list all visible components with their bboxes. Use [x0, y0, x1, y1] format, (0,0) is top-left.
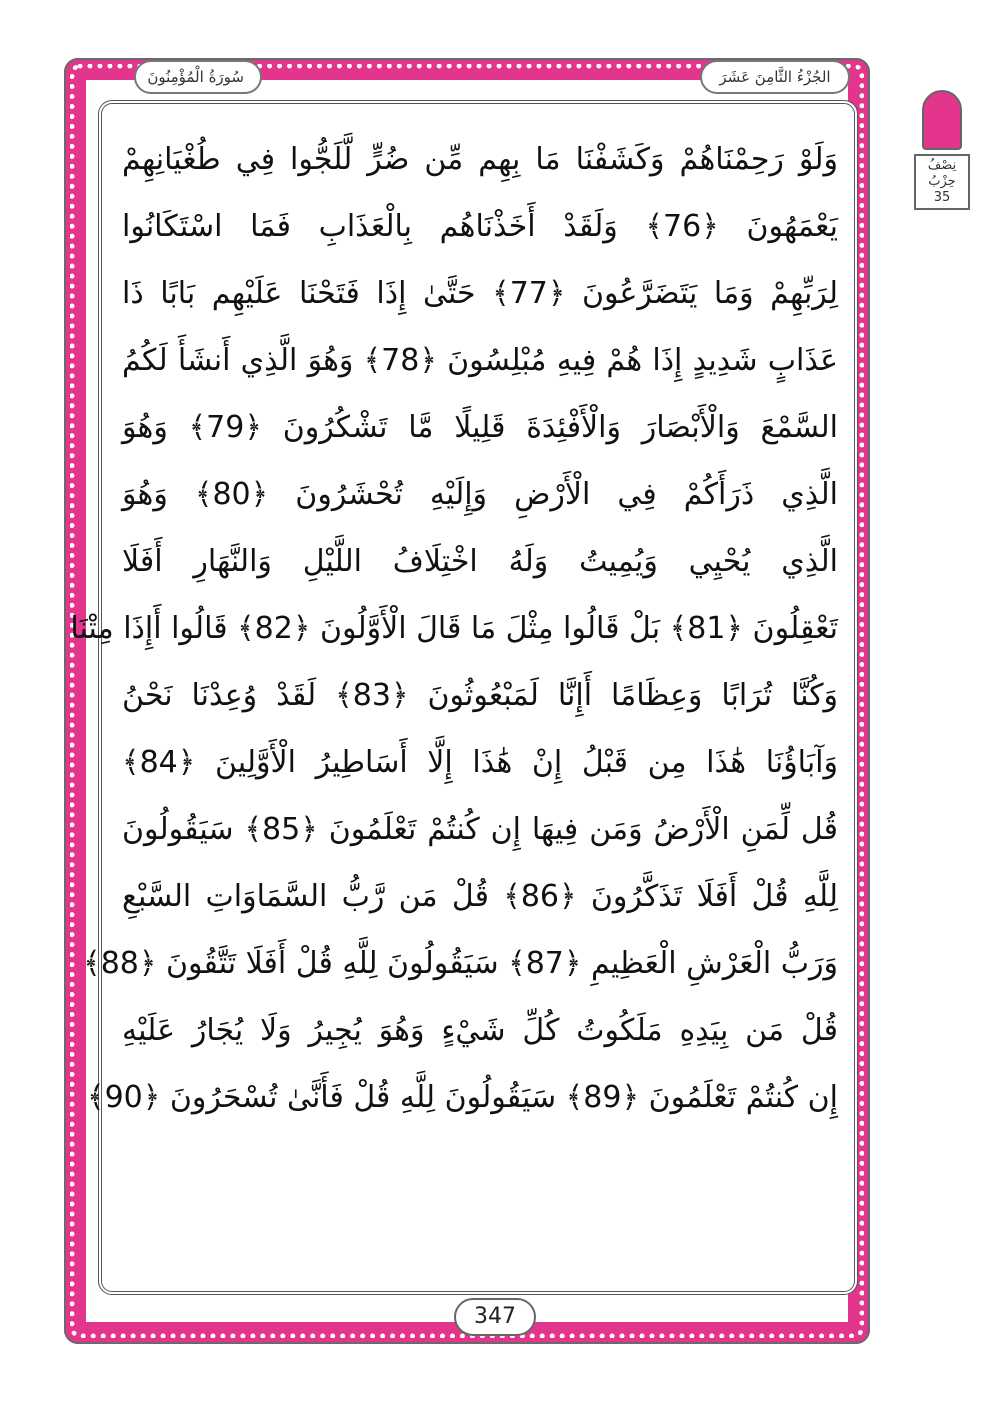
- hizb-marker: [914, 90, 970, 208]
- text-line: الَّذِي يُحْيِي وَيُمِيتُ وَلَهُ اخْتِلَافُ اللَّيْلِ وَالنَّهَارِ أَفَلَا: [122, 544, 838, 579]
- hizb-label: [914, 154, 970, 210]
- quran-text: [70, 126, 839, 1131]
- text-line: قُلْ مَن بِيَدِهِ مَلَكُوتُ كُلِّ شَيْءٍ وَهُوَ يُجِيرُ وَلَا يُجَارُ عَلَيْهِ: [122, 1013, 838, 1048]
- text-line: تَعْقِلُونَ ﴿81﴾ بَلْ قَالُوا مِثْلَ مَا قَالَ الْأَوَّلُونَ ﴿82﴾ قَالُوا أَإِذَا مِتْنَا: [70, 611, 838, 646]
- page-number: 347: [454, 1298, 536, 1336]
- ornament-icon: [922, 90, 962, 150]
- text-line: لِلَّهِ قُلْ أَفَلَا تَذَكَّرُونَ ﴿86﴾ قُلْ مَن رَّبُّ السَّمَاوَاتِ السَّبْعِ: [122, 879, 839, 914]
- text-line: يَعْمَهُونَ ﴿76﴾ وَلَقَدْ أَخَذْنَاهُم بِالْعَذَابِ فَمَا اسْتَكَانُوا: [122, 209, 839, 244]
- text-line: وَآبَاؤُنَا هَٰذَا مِن قَبْلُ إِنْ هَٰذَا إِلَّا أَسَاطِيرُ الْأَوَّلِينَ ﴿84﴾: [122, 745, 838, 780]
- text-line: لِرَبِّهِمْ وَمَا يَتَضَرَّعُونَ ﴿77﴾ حَتَّىٰ إِذَا فَتَحْنَا عَلَيْهِم بَابًا ذَا: [122, 276, 838, 311]
- text-line: عَذَابٍ شَدِيدٍ إِذَا هُمْ فِيهِ مُبْلِسُونَ ﴿78﴾ وَهُوَ الَّذِي أَنشَأَ لَكُمُ: [122, 343, 839, 378]
- text-line: الَّذِي ذَرَأَكُمْ فِي الْأَرْضِ وَإِلَيْهِ تُحْشَرُونَ ﴿80﴾ وَهُوَ: [122, 477, 839, 512]
- text-line: وَرَبُّ الْعَرْشِ الْعَظِيمِ ﴿87﴾ سَيَقُولُونَ لِلَّهِ قُلْ أَفَلَا تَتَّقُونَ ﴿88﴾: [83, 946, 838, 981]
- text-line: وَلَوْ رَحِمْنَاهُمْ وَكَشَفْنَا مَا بِهِم مِّن ضُرٍّ لَّلَجُّوا فِي طُغْيَانِهِمْ: [122, 142, 838, 177]
- hizb-word: حِزْبُ: [928, 174, 956, 189]
- juz-header: الجُزْءُ الثَّامِنَ عَشَرَ: [700, 60, 850, 94]
- text-line: إِن كُنتُمْ تَعْلَمُونَ ﴿89﴾ سَيَقُولُونَ لِلَّهِ قُلْ فَأَنَّىٰ تُسْحَرُونَ ﴿90﴾: [86, 1080, 838, 1115]
- surah-header: سُورَةُ الْمُؤْمِنُونَ: [134, 60, 262, 94]
- half-marker-label: نِصْفُ: [927, 158, 957, 173]
- text-line: قُل لِّمَنِ الْأَرْضُ وَمَن فِيهَا إِن كُنتُمْ تَعْلَمُونَ ﴿85﴾ سَيَقُولُونَ: [122, 812, 838, 847]
- text-line: وَكُنَّا تُرَابًا وَعِظَامًا أَإِنَّا لَمَبْعُوثُونَ ﴿83﴾ لَقَدْ وُعِدْنَا نَحْنُ: [122, 678, 839, 713]
- hizb-number: 35: [933, 190, 951, 205]
- text-line: السَّمْعَ وَالْأَبْصَارَ وَالْأَفْئِدَةَ قَلِيلًا مَّا تَشْكُرُونَ ﴿79﴾ وَهُوَ: [122, 410, 838, 445]
